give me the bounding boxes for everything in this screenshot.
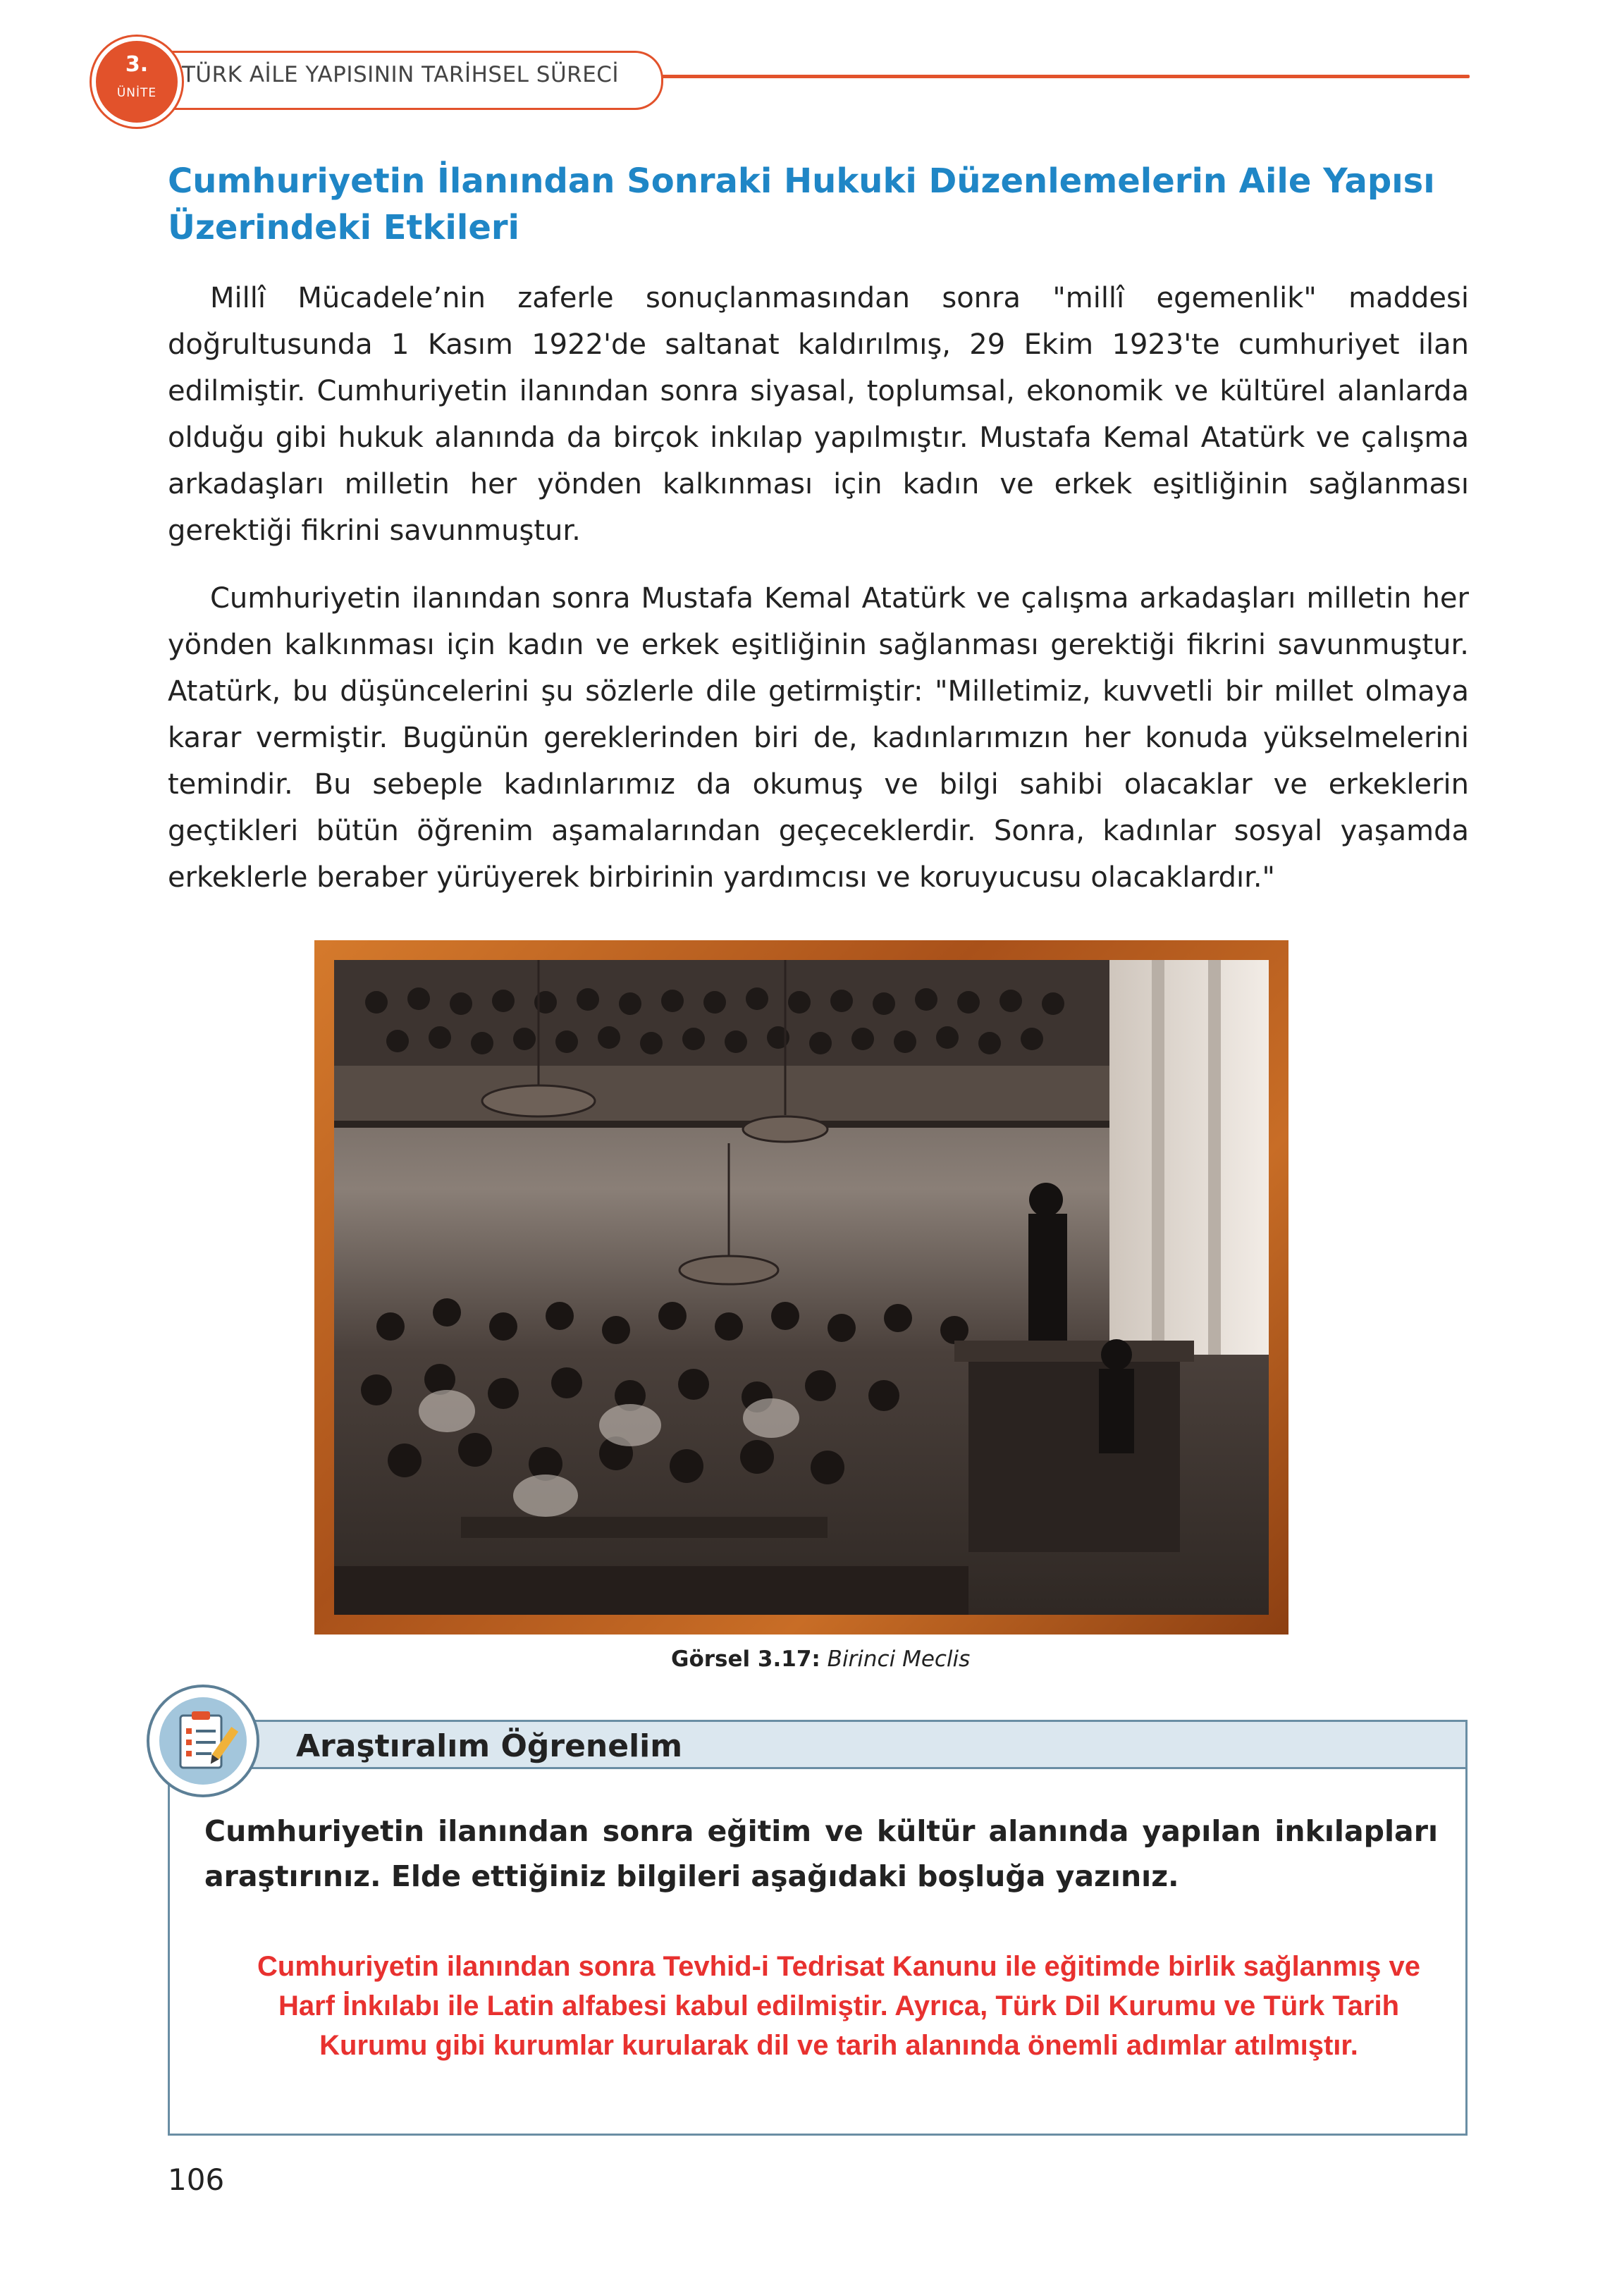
unit-badge — [92, 37, 182, 127]
photo-frame — [314, 940, 1288, 1635]
unit-title: TÜRK AİLE YAPISININ TARİHSEL SÜRECİ — [182, 62, 620, 87]
assembly-photo — [334, 960, 1269, 1615]
body-paragraph-1: Millî Mücadele’nin zaferle sonuçlanmasından sonra "millî egemenlik" maddesi doğrultusunda 1 Kasım 1922'de saltanat kaldırılmış, 29 Ekim 1923'te cumhuriyet ilan edilmiştir. Cumhuriyetin ilanından sonra siyasal, toplumsal, ekonomik ve kültürel alanlarda olduğu gibi hukuk alanında da birçok inkılap yapılmıştır. Mustafa Kemal Atatürk ve çalışma arkadaşları milletin her yönden kalkınması için kadın ve erkek eşitliğinin sağlanması gerektiği fikrini savunmuştur. — [168, 282, 1469, 547]
assembly-photo-illustration — [334, 960, 1269, 1615]
checklist-pencil-icon — [147, 1685, 259, 1797]
unit-number: 3. — [125, 52, 149, 77]
research-title: Araştıralım Öğrenelim — [296, 1728, 683, 1764]
caption-text: Birinci Meclis — [827, 1646, 971, 1672]
caption-label: Görsel 3.17: — [671, 1646, 820, 1672]
unit-label: ÜNİTE — [116, 86, 157, 100]
research-question: Cumhuriyetin ilanından sonra eğitim ve kültür alanında yapılan inkılapları araştırınız. Elde ettiğiniz bilgileri aşağıdaki boşluğa yazınız. — [204, 1814, 1438, 1893]
research-answer: Cumhuriyetin ilanından sonra Tevhid-i Tedrisat Kanunu ile eğitimde birlik sağlanmış ve Harf İnkılabı ile Latin alfabesi kabul edilmiştir. Ayrıca, Türk Dil Kurumu ve Türk Tarih Kurumu gibi kurumlar kurularak dil ve tarih alanında önemli adımlar atılmıştır. — [257, 1951, 1420, 2061]
body-paragraph-2: Cumhuriyetin ilanından sonra Mustafa Kemal Atatürk ve çalışma arkadaşları milletin her yönden kalkınması için kadın ve erkek eşitliğinin sağlanması gerektiği fikrini savunmuştur. Atatürk, bu düşüncelerini şu sözlerle dile getirmiştir: "Milletimiz, kuvvetli bir millet olmaya karar vermiştir. Bugünün gereklerinden biri de, kadınlarımızın her konuda yükselmelerini temindir. Bu sebeple kadınlarımız da okumuş ve bilgi sahibi olacaklar ve erkeklerin geçtikleri bütün öğrenim aşamalarından geçeceklerdir. Sonra, kadınlar sosyal yaşamda erkeklerle beraber yürüyerek birbirinin yardımcısı ve koruyucusu olacaklardır." — [168, 582, 1469, 894]
page-number: 106 — [168, 2162, 225, 2197]
checklist-pencil-icon-svg — [159, 1697, 247, 1785]
figure-caption — [671, 1646, 970, 1672]
section-heading: Cumhuriyetin İlanından Sonraki Hukuki Düzenlemelerin Aile Yapısı Üzerindeki Etkileri — [168, 161, 1435, 247]
